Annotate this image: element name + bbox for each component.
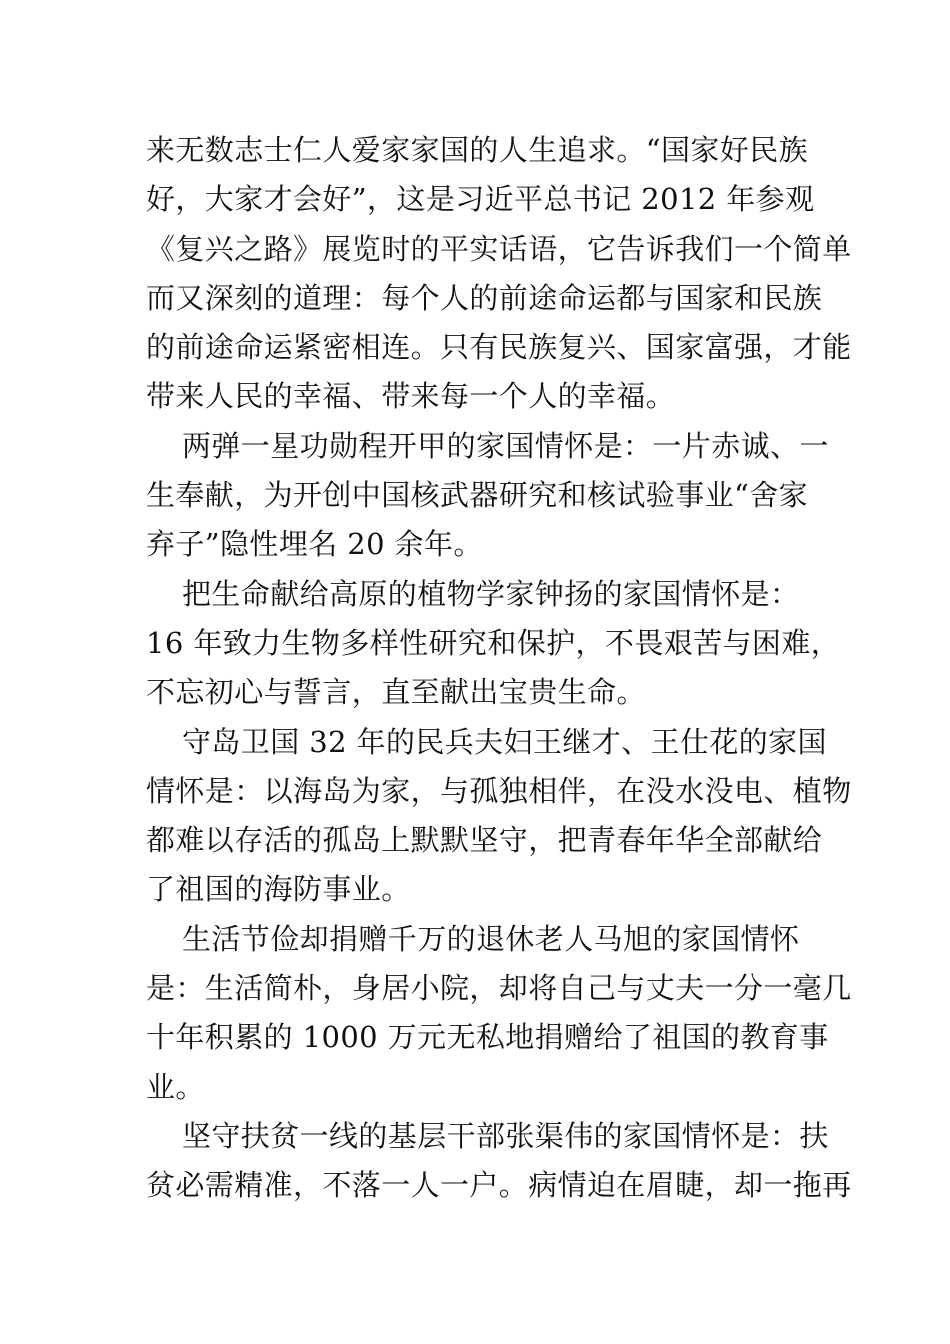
text-line: 了祖国的海防事业。 — [146, 872, 411, 907]
text-line: 业。 — [146, 1069, 205, 1104]
text-line: 贫必需精准，不落一人一户。病情迫在眉睫，却一拖再 — [146, 1168, 852, 1203]
paragraph-first-line: 生活节俭却捐赠千万的退休老人马旭的家国情怀 — [182, 921, 800, 956]
text-line: 带来人民的幸福、带来每一个人的幸福。 — [146, 379, 676, 414]
text-line: 好，大家才会好”，这是习近平总书记 2012 年参观 — [146, 182, 815, 217]
text-line: 生奉献，为开创中国核武器研究和核试验事业“舍家 — [146, 478, 809, 513]
paragraph-first-line: 两弹一星功勋程开甲的家国情怀是：一片赤诚、一 — [182, 428, 829, 463]
text-line: 都难以存活的孤岛上默默坚守，把青春年华全部献给 — [146, 823, 823, 858]
text-line: 《复兴之路》展览时的平实话语，它告诉我们一个简单 — [146, 231, 852, 266]
text-line: 来无数志士仁人爱家家国的人生追求。“国家好民族 — [146, 133, 809, 167]
paragraph-first-line: 把生命献给高原的植物学家钟扬的家国情怀是： — [182, 576, 800, 611]
text-line: 是：生活简朴，身居小院，却将自己与丈夫一分一毫几 — [146, 971, 852, 1006]
text-line: 不忘初心与誓言，直至献出宝贵生命。 — [146, 675, 646, 710]
paragraph-first-line: 守岛卫国 32 年的民兵夫妇王继才、王仕花的家国 — [182, 724, 827, 759]
text-line: 而又深刻的道理：每个人的前途命运都与国家和民族 — [146, 280, 823, 315]
text-line: 十年积累的 1000 万元无私地捐赠给了祖国的教育事 — [146, 1020, 829, 1055]
text-line: 16 年致力生物多样性研究和保护，不畏艰苦与困难， — [146, 625, 841, 660]
text-line: 的前途命运紧密相连。只有民族复兴、国家富强，才能 — [146, 330, 852, 365]
text-line: 弃子”隐性埋名 20 余年。 — [146, 527, 483, 562]
paragraph-first-line: 坚守扶贫一线的基层干部张渠伟的家国情怀是：扶 — [182, 1118, 829, 1153]
body-text — [146, 126, 852, 1211]
text-line: 情怀是：以海岛为家，与孤独相伴，在没水没电、植物 — [146, 773, 852, 808]
